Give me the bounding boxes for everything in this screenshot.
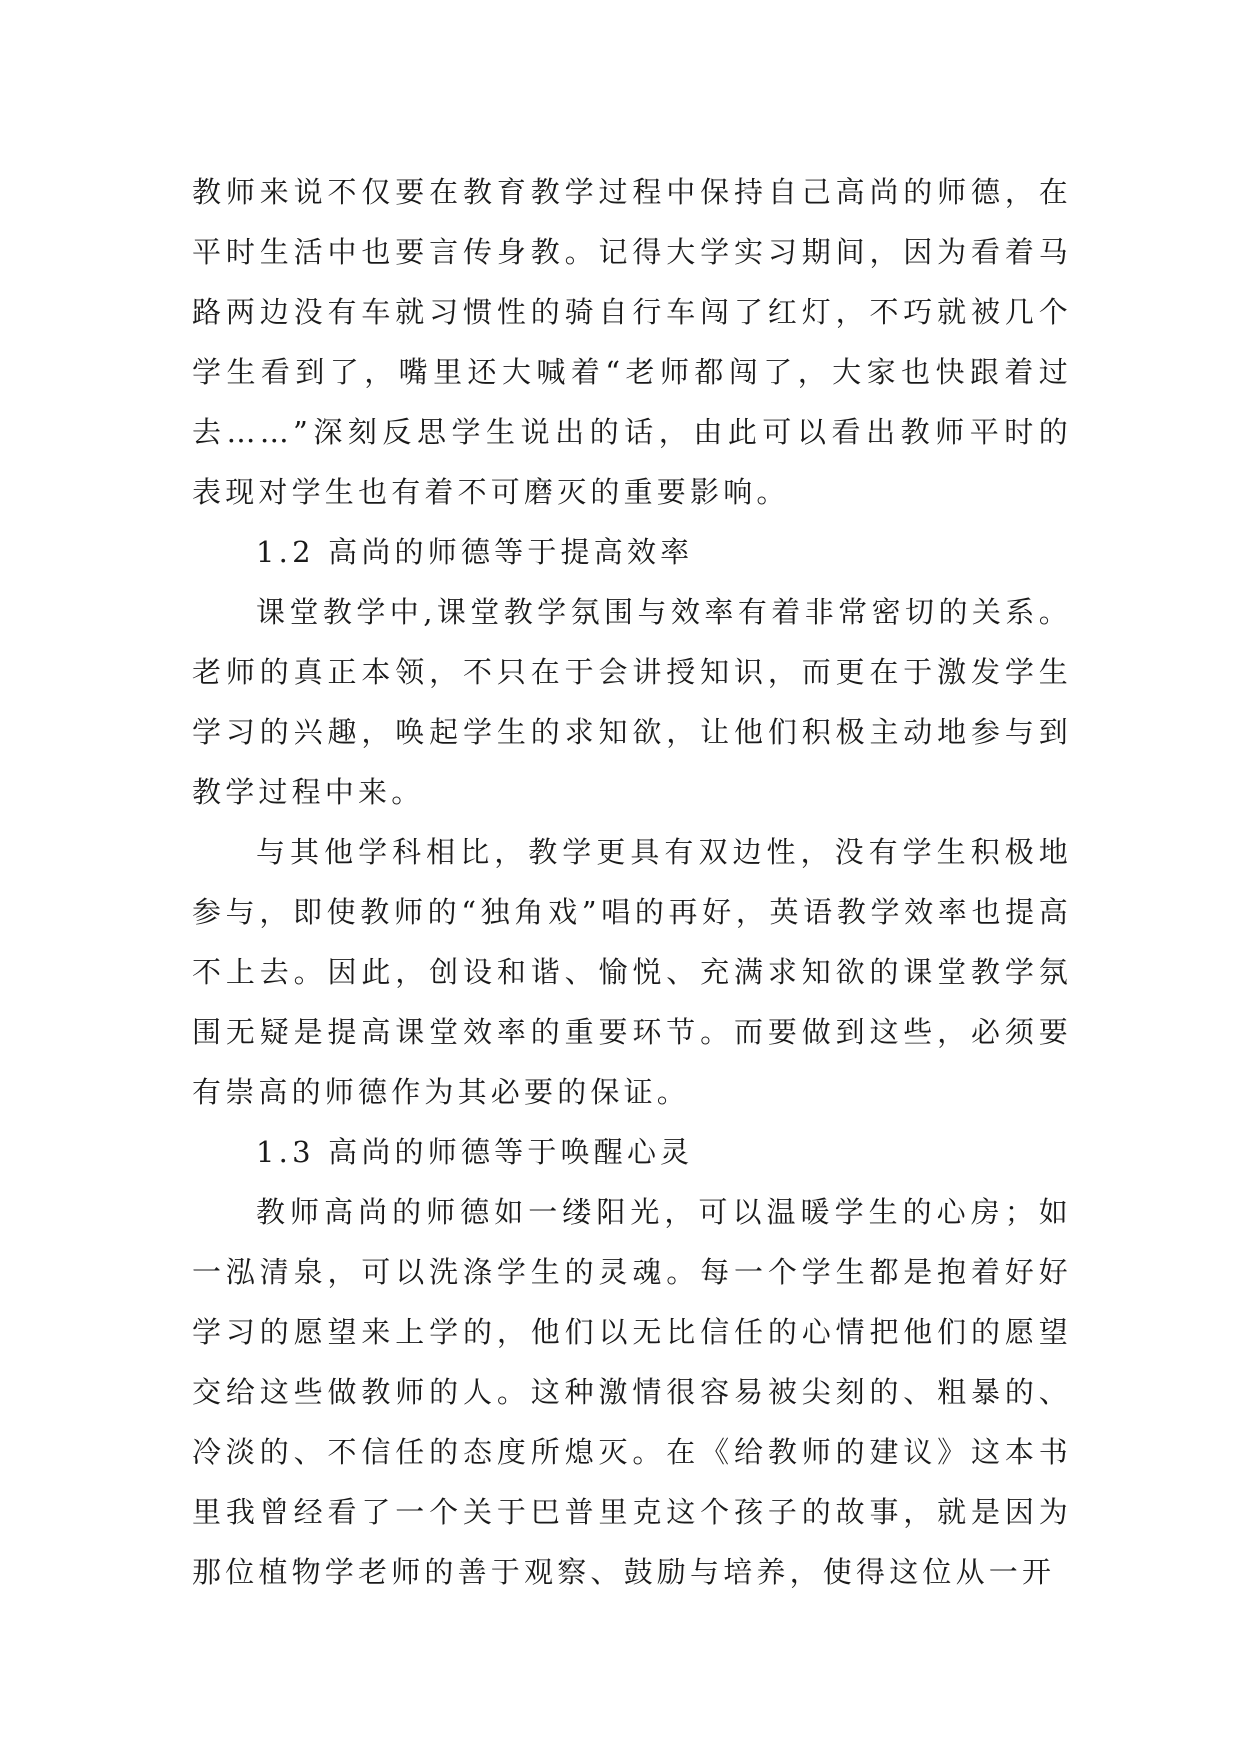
document-body xyxy=(192,162,1072,1602)
paragraph-classroom-atmosphere: 课堂教学中,课堂教学氛围与效率有着非常密切的关系。老师的真正本领，不只在于会讲授知识，而更在于激发学生学习的兴趣，唤起学生的求知欲，让他们积极主动地参与到教学过程中来。 xyxy=(192,595,1072,809)
section-heading-1-3: 1.3 高尚的师德等于唤醒心灵 xyxy=(256,1135,694,1169)
paragraph-bilateral-teaching: 与其他学科相比，教学更具有双边性，没有学生积极地参与，即使教师的“独角戏”唱的再好，英语教学效率也提高不上去。因此，创设和谐、愉悦、充满求知欲的课堂教学氛围无疑是提高课堂效率的重要环节。而要做到这些，必须要有崇高的师德作为其必要的保证。 xyxy=(192,835,1072,1109)
section-heading-1-2: 1.2 高尚的师德等于提高效率 xyxy=(256,535,694,569)
paragraph-continued: 教师来说不仅要在教育教学过程中保持自己高尚的师德，在平时生活中也要言传身教。记得大学实习期间，因为看着马路两边没有车就习惯性的骑自行车闯了红灯，不巧就被几个学生看到了，嘴里还大喊着“老师都闯了，大家也快跟着过去……”深刻反思学生说出的话，由此可以看出教师平时的表现对学生也有着不可磨灭的重要影响。 xyxy=(192,175,1072,509)
paragraph-awaken-souls: 教师高尚的师德如一缕阳光，可以温暖学生的心房；如一泓清泉，可以洗涤学生的灵魂。每一个学生都是抱着好好学习的愿望来上学的，他们以无比信任的心情把他们的愿望交给这些做教师的人。这种激情很容易被尖刻的、粗暴的、冷淡的、不信任的态度所熄灭。在《给教师的建议》这本书里我曾经看了一个关于巴普里克这个孩子的故事，就是因为那位植物学老师的善于观察、鼓励与培养，使得这位从一开 xyxy=(192,1195,1072,1589)
